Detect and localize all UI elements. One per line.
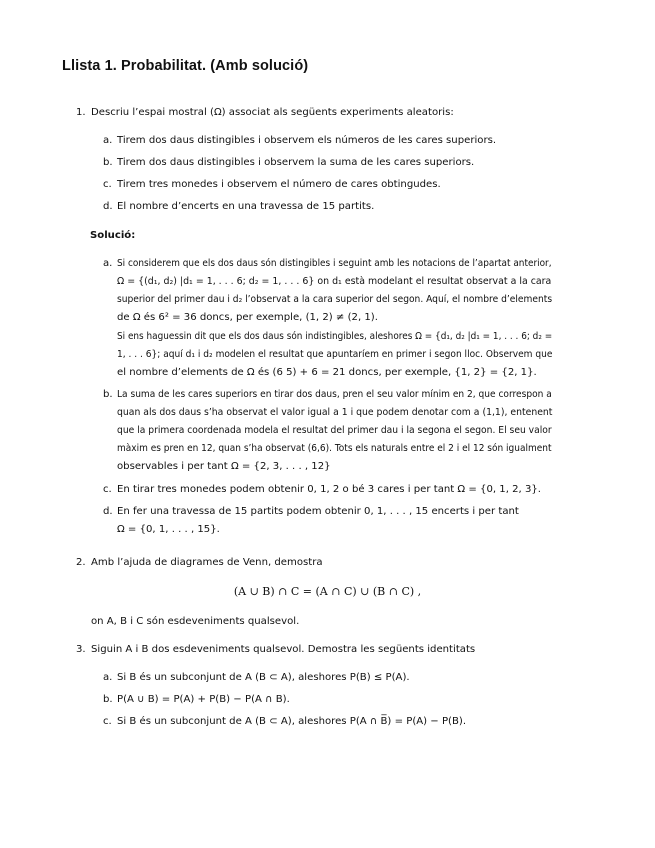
sol-a-line: Ω = {(d₁, d₂) |d₁ = 1, . . . 6; d₂ = 1, . . . 6} on d₁ està modelant el resultat observat a la cara	[117, 276, 552, 287]
sol-a-line: superior del primer dau i d₂ l’observat a la cara superior del segon. Aquí, el nombre d’elements	[117, 294, 553, 305]
problem-3-intro: Siguin A i B dos esdeveniments qualsevol. Demostra les següents identitats	[91, 644, 476, 655]
p1-item-a-text: Tirem dos daus distingibles i observem els números de les cares superiors.	[117, 135, 497, 146]
p1-item-c-label: c.	[103, 179, 112, 190]
p3-item-a-label: a.	[103, 672, 113, 683]
sol-b-line: que la primera coordenada modela el resultat del primer dau i la segona el segon. El seu valor	[117, 425, 552, 436]
p3-item-c-text: Si B és un subconjunt de A (B ⊂ A), aleshores P(A ∩ B̅) = P(A) − P(B).	[117, 716, 467, 727]
p1-item-c-text: Tirem tres monedes i observem el número de cares obtingudes.	[117, 179, 441, 190]
sol-a-label: a.	[103, 258, 113, 269]
problem-3-number: 3.	[76, 644, 86, 655]
problem-2-number: 2.	[76, 557, 86, 568]
p3-item-a-text: Si B és un subconjunt de A (B ⊂ A), aleshores P(B) ≤ P(A).	[117, 672, 410, 683]
sol-a-line: de Ω és 6² = 36 doncs, per exemple, (1, 2) ≠ (2, 1).	[117, 312, 378, 323]
p1-item-d-text: El nombre d’encerts en una travessa de 15 partits.	[117, 201, 375, 212]
p1-item-a-label: a.	[103, 135, 113, 146]
sol-d-label: d.	[103, 506, 113, 517]
p1-item-d-label: d.	[103, 201, 113, 212]
sol-a-line: 1, . . . 6}; aquí d₁ i d₂ modelen el resultat que apuntaríem en primer i segon lloc. Observem que	[117, 349, 553, 360]
problem-1-number: 1.	[76, 107, 86, 118]
sol-b-line: quan als dos daus s’ha observat el valor igual a 1 i que podem denotar com a (1,1), entenent	[117, 407, 553, 418]
sol-b-label: b.	[103, 389, 113, 400]
problem-2-after: on A, B i C són esdeveniments qualsevol.	[91, 616, 300, 627]
solution-heading: Solució:	[90, 230, 136, 241]
p3-item-b-text: P(A ∪ B) = P(A) + P(B) − P(A ∩ B).	[117, 694, 290, 705]
p1-item-b-text: Tirem dos daus distingibles i observem la suma de les cares superiors.	[117, 157, 475, 168]
sol-c-line: En tirar tres monedes podem obtenir 0, 1, 2 o bé 3 cares i per tant Ω = {0, 1, 2, 3}.	[117, 484, 542, 495]
venn-equation: (A ∪ B) ∩ C = (A ∩ C) ∪ (B ∩ C) ,	[233, 585, 422, 598]
page-title: Llista 1. Probabilitat. (Amb solució)	[62, 58, 309, 74]
p1-item-b-label: b.	[103, 157, 113, 168]
sol-b-line: observables i per tant Ω = {2, 3, . . . , 12}	[117, 461, 331, 472]
sol-d-line: Ω = {0, 1, . . . , 15}.	[117, 524, 220, 535]
sol-a-line: Si considerem que els dos daus són distingibles i seguint amb les notacions de l’apartat anterior,	[117, 258, 552, 269]
sol-a-line: el nombre d’elements de Ω és (6 5) + 6 = 21 doncs, per exemple, {1, 2} = {2, 1}.	[117, 367, 537, 378]
sol-a-line: Si ens haguessin dit que els dos daus són indistingibles, aleshores Ω = {d₁, d₂ |d₁ = 1, . . . 6; d₂ =	[117, 331, 553, 342]
problem-1-intro: Descriu l’espai mostral (Ω) associat als següents experiments aleatoris:	[91, 107, 454, 118]
p3-item-b-label: b.	[103, 694, 113, 705]
sol-b-line: La suma de les cares superiors en tirar dos daus, pren el seu valor mínim en 2, que correspon a	[117, 389, 552, 400]
sol-c-label: c.	[103, 484, 112, 495]
sol-d-line: En fer una travessa de 15 partits podem obtenir 0, 1, . . . , 15 encerts i per tant	[117, 506, 519, 517]
sol-b-line: màxim es pren en 12, quan s’ha observat (6,6). Tots els naturals entre el 2 i el 12 són igualment	[117, 443, 552, 454]
problem-2-intro: Amb l’ajuda de diagrames de Venn, demostra	[91, 557, 323, 568]
p3-item-c-label: c.	[103, 716, 112, 727]
